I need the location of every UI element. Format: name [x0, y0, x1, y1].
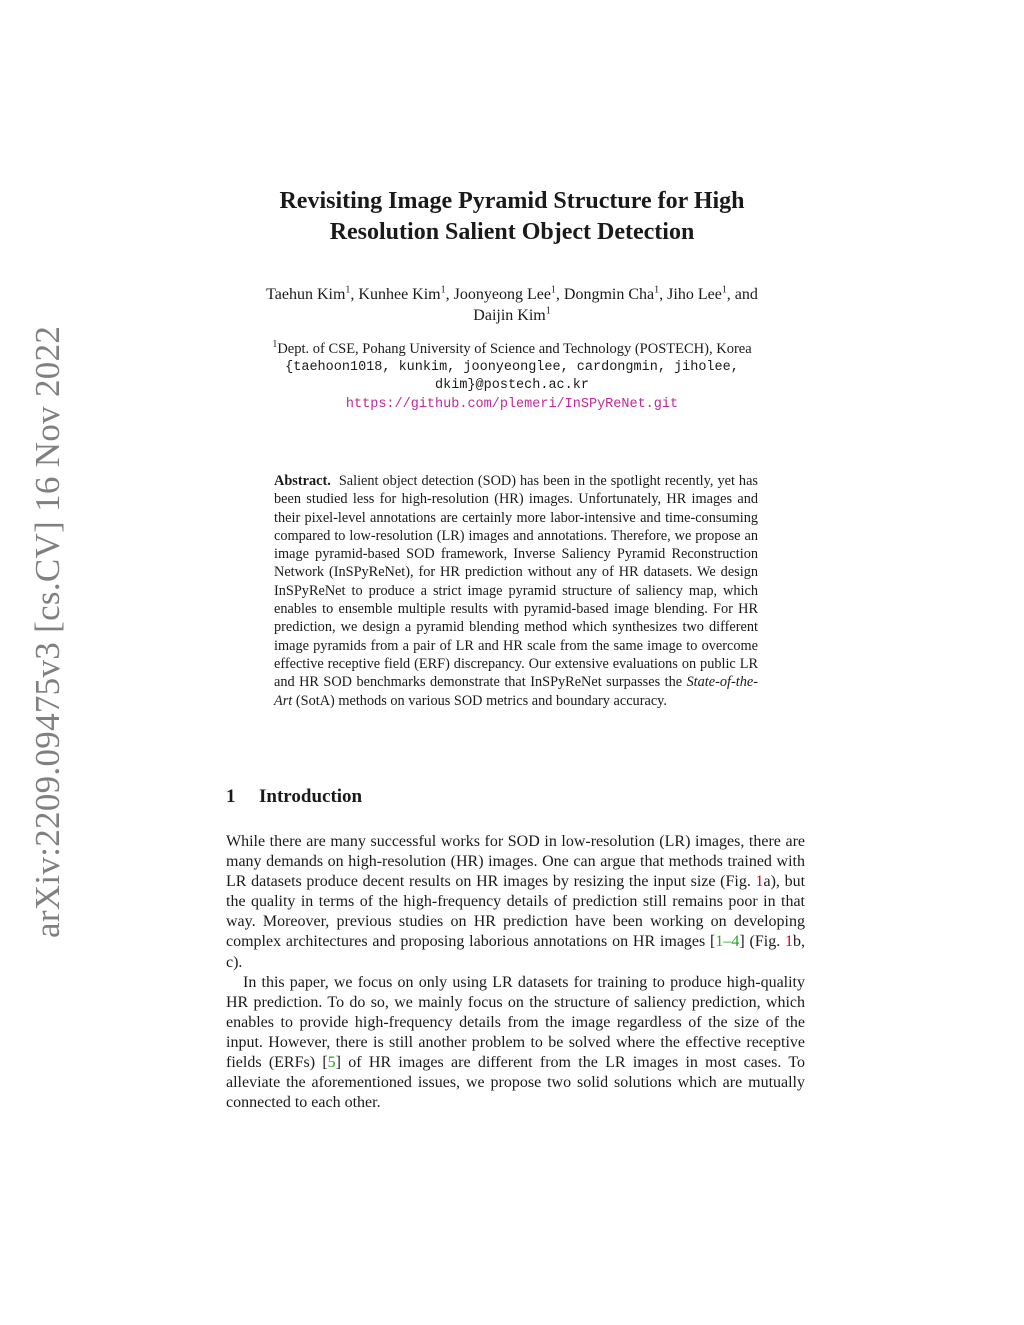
author-name: Jiho Lee [667, 286, 722, 303]
figure-ref-link[interactable]: 1 [785, 933, 794, 951]
section-title: Introduction [259, 786, 363, 807]
arxiv-identifier: arXiv:2209.09475v3 [cs.CV] 16 Nov 2022 [28, 325, 67, 938]
author-name: Kunhee Kim [358, 286, 441, 303]
author-name: Joonyeong Lee [453, 286, 551, 303]
affiliation-marker: 1 [272, 339, 278, 351]
title-line-1: Revisiting Image Pyramid Structure for High [279, 188, 745, 214]
section-number: 1 [226, 786, 236, 807]
affiliation-marker: 1 [550, 284, 556, 296]
affiliation-block [200, 340, 824, 414]
citation-dash: – [723, 933, 732, 951]
paragraph-text: b, c). [226, 933, 806, 971]
citation-link[interactable]: 5 [327, 1054, 336, 1072]
paragraph [226, 832, 805, 973]
abstract-label: Abstract. [274, 473, 331, 489]
paper-title [200, 186, 824, 248]
affiliation-dept: Dept. of CSE, Pohang University of Science and Technology (POSTECH), Korea [277, 341, 752, 357]
affiliation-marker: 1 [721, 284, 727, 296]
paragraph-text: a), but the quality in terms of the high-frequency details of prediction still remains poor in that way. Moreover, previous studies on HR prediction have been working on developing complex architectures and proposing laborious annotations on HR images [ [226, 873, 806, 951]
title-line-2: Resolution Salient Object Detection [329, 219, 695, 245]
figure-ref-link[interactable]: 1 [755, 873, 764, 891]
section-heading [226, 785, 362, 809]
affiliation-marker: 1 [545, 305, 551, 317]
author-list [200, 284, 824, 326]
author-name: Taehun Kim [266, 286, 346, 303]
citation-link[interactable]: 1 [715, 933, 724, 951]
abstract-block [274, 472, 758, 710]
paragraph-text: While there are many successful works for SOD in low-resolution (LR) images, there are many demands on high-resolution (HR) images. One can argue that methods trained with LR datasets produce decent results on HR images by resizing the input size (Fig. [226, 833, 805, 891]
paragraph-text: ] of HR images are different from the LR images in most cases. To alleviate the aforementioned issues, we propose two solid solutions which are mutually connected to each other. [226, 1054, 805, 1112]
paragraph-text: In this paper, we focus on only using LR datasets for training to produce high-quality HR prediction. To do so, we mainly focus on the structure of saliency prediction, which enables to provide high-frequency details from the image regardless of the size of the input. However, there is still another problem to be solved where the effective receptive fields (ERFs) [ [226, 973, 805, 1072]
introduction-body [226, 832, 805, 1113]
affiliation-marker: 1 [440, 284, 446, 296]
affiliation-marker: 1 [345, 284, 351, 296]
abstract-text: Salient object detection (SOD) has been in the spotlight recently, yet has been studied less for high-resolution (HR) images. Unfortunately, HR images and their pixel-level annotations are certainly more labor-intensive and time-consuming compared to low-resolution (LR) images and annotations. Therefore, we propose an image pyramid-based SOD framework, Inverse Saliency Pyramid Reconstruction Network (InSPyReNet), for HR prediction without any of HR datasets. We design InSPyReNet to produce a strict image pyramid structure of saliency map, which enables to ensemble multiple results with pyramid-based image blending. For HR prediction, we design a pyramid blending method which synthesizes two different image pyramids from a pair of LR and HR scale from the same image to overcome effective receptive field (ERF) discrepancy. Our extensive evaluations on public LR and HR SOD benchmarks demonstrate that InSPyReNet surpasses the [274, 473, 758, 691]
emails-line-1: {taehoon1018, kunkim, joonyeonglee, cardongmin, jiholee, [285, 359, 739, 375]
affiliation-line [200, 340, 824, 359]
author-name: Daijin Kim [473, 307, 546, 324]
author-line-1: Taehun Kim$^1$, Kunhee Kim$^1$, Joonyeong Lee$^1$, Dongmin Cha$^1$, Jiho Lee$^1$, and [266, 284, 758, 303]
author-line-2 [200, 305, 824, 326]
paragraph [226, 973, 805, 1114]
author-conjunction: , and [726, 286, 758, 303]
citation-link[interactable]: 4 [731, 933, 740, 951]
abstract-text-end: (SotA) methods on various SOD metrics and boundary accuracy. [295, 692, 667, 709]
author-name: Dongmin Cha [563, 286, 655, 303]
paragraph-text: ] (Fig. [739, 933, 781, 951]
abstract-italic-text: State-of-the-Art [274, 674, 758, 709]
github-link[interactable]: https://github.com/plemeri/InSPyReNet.git [345, 396, 679, 412]
affiliation-marker: 1 [654, 284, 660, 296]
emails-line-2: dkim}@postech.ac.kr [435, 378, 589, 393]
